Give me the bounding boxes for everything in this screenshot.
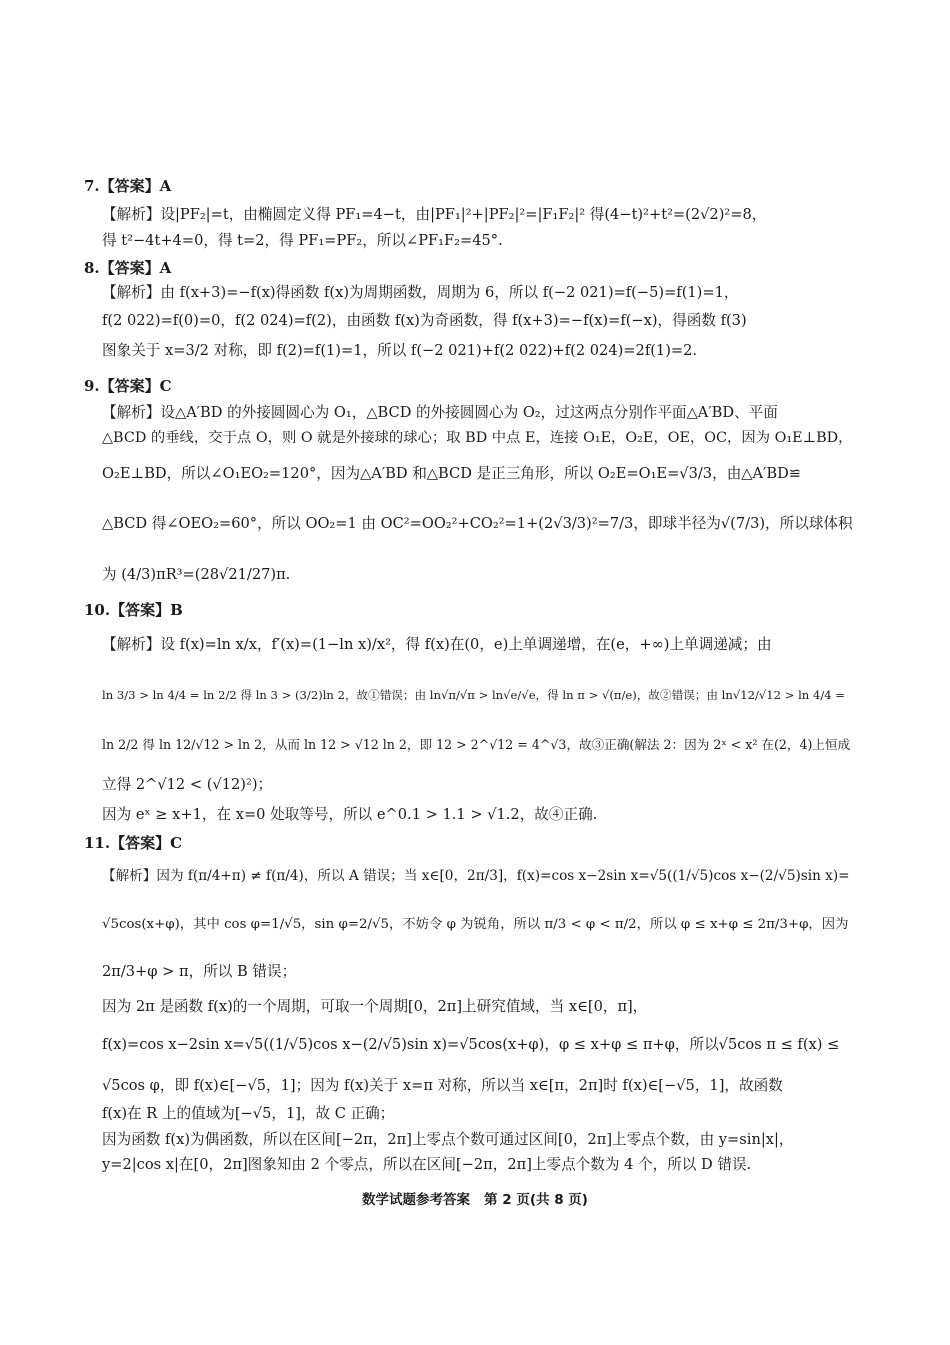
q10-answer: 10.【答案】B [84, 601, 183, 619]
q11-line-4: 因为 2π 是函数 f(x)的一个周期，可取一个周期[0，2π]上研究值域，当 x∈[0，π]， [102, 998, 648, 1015]
q11-line-8: 因为函数 f(x)为偶函数，所以在区间[−2π，2π]上零点个数可通过区间[0，2π]上零点个数，由 y=sin|x|， [102, 1131, 794, 1148]
q8-line-3: 图象关于 x=3/2 对称，即 f(2)=f(1)=1，所以 f(−2 021)+f(2 022)+f(2 024)=2f(1)=2. [102, 342, 698, 359]
footer-title: 数学试题参考答案 [362, 1192, 471, 1208]
q9-line-5: 为 (4/3)πR³=(28√21/27)π. [102, 566, 291, 583]
q11-line-3: 2π/3+φ > π，所以 B 错误； [102, 963, 297, 980]
q9-answer: 9.【答案】C [84, 377, 172, 395]
q7-line-1: 【解析】设|PF₂|=t，由椭圆定义得 PF₁=4−t，由|PF₁|²+|PF₂|²=|F₁F₂|² 得(4−t)²+t²=(2√2)²=8， [102, 206, 767, 223]
q8-line-2: f(2 022)=f(0)=0，f(2 024)=f(2)，由函数 f(x)为奇函数，得 f(x+3)=−f(x)=f(−x)，得函数 f(3) [102, 312, 747, 329]
q11-line-1: 【解析】因为 f(π/4+π) ≠ f(π/4)，所以 A 错误；当 x∈[0，2π/3]，f(x)=cos x−2sin x=√5((1/√5)cos x−(2/√5)sin x)= [102, 868, 850, 884]
q10-line-4: 立得 2^√12 < (√12)²)； [102, 776, 273, 793]
footer-page-number: 第 2 页(共 8 页) [484, 1192, 588, 1208]
q11-line-6: √5cos φ，即 f(x)∈[−√5，1]；因为 f(x)关于 x=π 对称，所以当 x∈[π，2π]时 f(x)∈[−√5，1]，故函数 [102, 1077, 783, 1094]
q11-line-7: f(x)在 R 上的值域为[−√5，1]，故 C 正确； [102, 1105, 395, 1122]
q9-line-4: △BCD 得∠OEO₂=60°，所以 OO₂=1 由 OC²=OO₂²+CO₂²=1+(2√3/3)²=7/3，即球半径为√(7/3)，所以球体积 [102, 515, 853, 532]
q10-line-2: ln 3/3 > ln 4/4 = ln 2/2 得 ln 3 > (3/2)ln 2，故①错误；由 ln√π/√π > ln√e/√e，得 ln π > √(π/e)，故②错误；由 ln√12/√12 > ln 4/4 = [102, 688, 846, 702]
q8-line-1: 【解析】由 f(x+3)=−f(x)得函数 f(x)为周期函数，周期为 6，所以 f(−2 021)=f(−5)=f(1)=1， [102, 284, 739, 301]
q11-line-9: y=2|cos x|在[0，2π]图象知由 2 个零点，所以在区间[−2π，2π]上零点个数为 4 个，所以 D 错误. [102, 1156, 752, 1173]
page-footer [0, 1188, 950, 1208]
q7-line-2: 得 t²−4t+4=0，得 t=2，得 PF₁=PF₂，所以∠PF₁F₂=45°. [102, 232, 503, 249]
q11-answer: 11.【答案】C [84, 834, 183, 852]
q7-answer: 7.【答案】A [84, 177, 172, 195]
q10-line-3: ln 2/2 得 ln 12/√12 > ln 2，从而 ln 12 > √12 ln 2，即 12 > 2^√12 = 4^√3，故③正确(解法 2：因为 2ˣ < x² 在(2，4)上恒成 [102, 737, 851, 752]
q8-answer: 8.【答案】A [84, 259, 172, 277]
q11-line-2: √5cos(x+φ)，其中 cos φ=1/√5，sin φ=2/√5，不妨令 φ 为锐角，所以 π/3 < φ < π/2，所以 φ ≤ x+φ ≤ 2π/3+φ，因为 [102, 917, 849, 932]
q10-line-1: 【解析】设 f(x)=ln x/x，f′(x)=(1−ln x)/x²，得 f(x)在(0，e)上单调递增，在(e，+∞)上单调递减；由 [102, 636, 772, 653]
q11-line-5: f(x)=cos x−2sin x=√5((1/√5)cos x−(2/√5)sin x)=√5cos(x+φ)，φ ≤ x+φ ≤ π+φ，所以√5cos π ≤ f(x) ≤ [102, 1036, 840, 1053]
q9-line-3: O₂E⊥BD，所以∠O₁EO₂=120°，因为△A′BD 和△BCD 是正三角形，所以 O₂E=O₁E=√3/3，由△A′BD≌ [102, 465, 802, 482]
q10-line-5: 因为 eˣ ≥ x+1，在 x=0 处取等号，所以 e^0.1 > 1.1 > √1.2，故④正确. [102, 806, 598, 823]
q9-line-2: △BCD 的垂线，交于点 O，则 O 就是外接球的球心；取 BD 中点 E，连接 O₁E，O₂E，OE，OC，因为 O₁E⊥BD， [102, 430, 853, 446]
q9-line-1: 【解析】设△A′BD 的外接圆圆心为 O₁，△BCD 的外接圆圆心为 O₂，过这两点分别作平面△A′BD、平面 [102, 404, 778, 421]
